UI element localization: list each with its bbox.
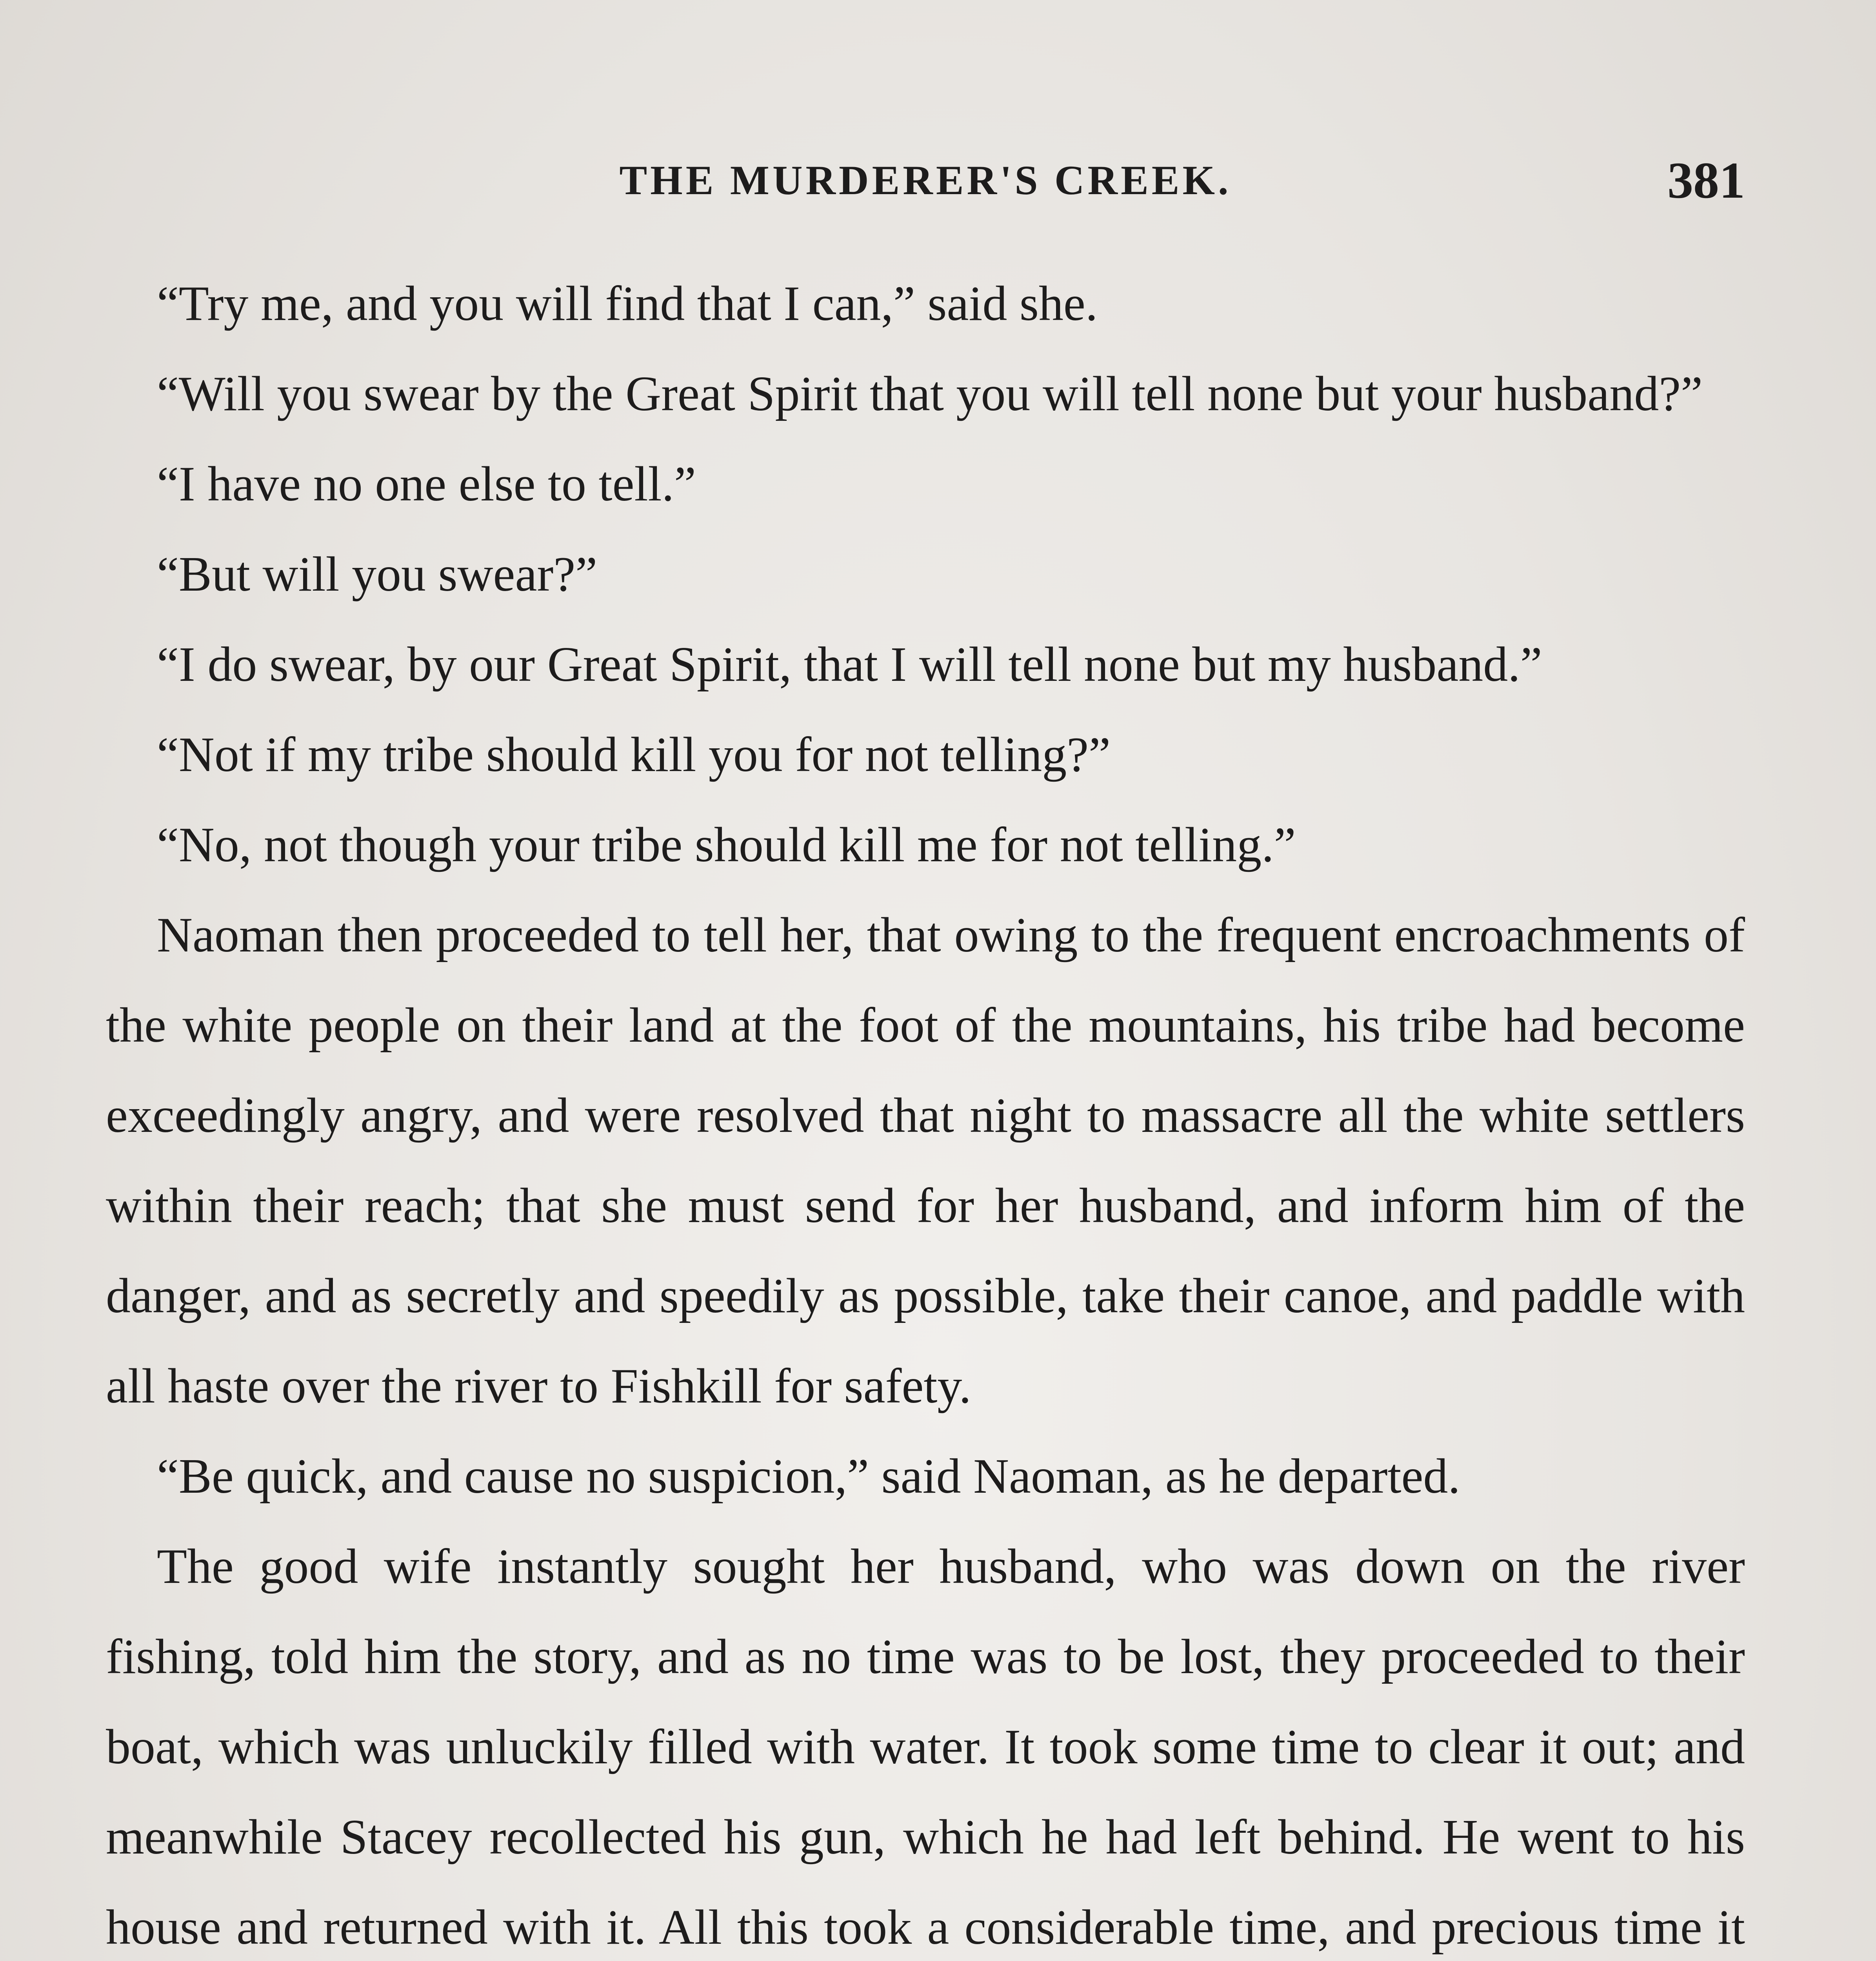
page-header [106, 149, 1745, 212]
paragraph: “Not if my tribe should kill you for not telling?” [157, 728, 1111, 782]
paragraph: The good wife instantly sought her husband, who was down on the river fishing, told him the story, and as no time was to be lost, they proceeded to their boat, which was unluckily filled with water. It took some time to clear it out; and meanwhile Stacey recollected his gun, which he had left behind. He went to his house and returned with it. All this took a considerable time, and precious time it [106, 1539, 1745, 1955]
body-text [106, 259, 1745, 1961]
paragraph: “Try me, and you will find that I can,” said she. [157, 277, 1098, 331]
paragraph: “Be quick, and cause no suspicion,” said Naoman, as he departed. [157, 1449, 1460, 1504]
running-title: THE MURDERER'S CREEK. [619, 157, 1232, 203]
paragraph: “Will you swear by the Great Spirit that you will tell none but your husband?” [157, 367, 1703, 421]
page-number: 381 [1667, 151, 1745, 209]
paragraph: “I do swear, by our Great Spirit, that I will tell none but my husband.” [157, 637, 1542, 692]
paragraph: “But will you swear?” [157, 547, 598, 602]
paragraph: Naoman then proceeded to tell her, that owing to the frequent encroachments of the white people on their land at the foot of the mountains, his tribe had become exceedingly angry, and were resolved that night to massacre all the white settlers within their reach; that she must send for her husband, and inform him of the danger, and as secretly and speedily as possible, take their canoe, and paddle with all haste over the river to Fishkill for safety. [106, 908, 1745, 1413]
paragraph: “I have no one else to tell.” [157, 457, 696, 511]
paragraph: “No, not though your tribe should kill me for not telling.” [157, 818, 1296, 872]
